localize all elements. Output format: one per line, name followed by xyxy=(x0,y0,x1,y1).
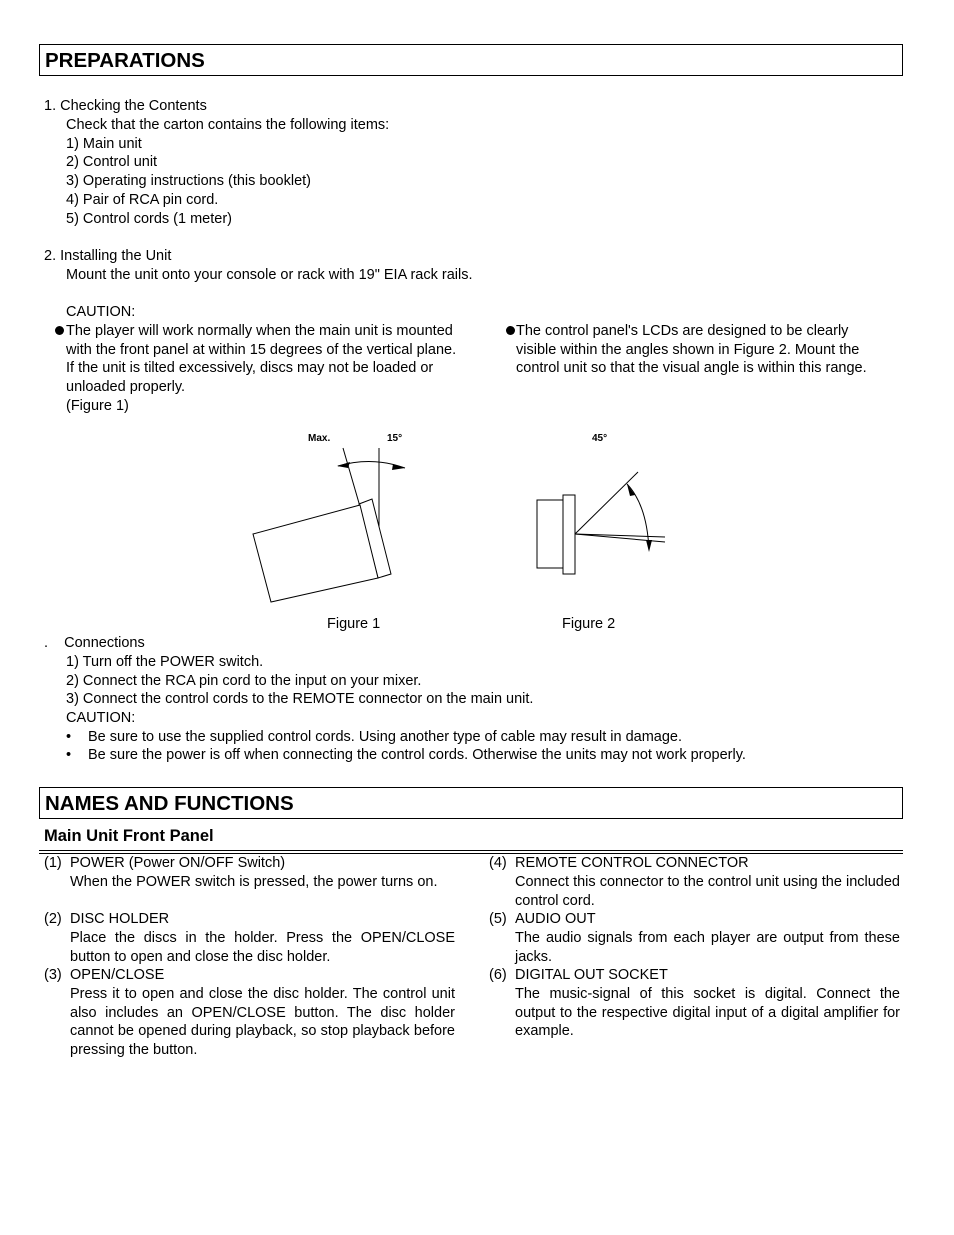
item-number: (2) xyxy=(44,911,62,927)
connections-step: 3) Connect the control cords to the REMOTE connector on the main unit. xyxy=(66,691,534,707)
item-description: The music-signal of this socket is digital. Connect the output to the respective digital input of a digital amplifier for example. xyxy=(515,986,900,1040)
figure2-caption: Figure 2 xyxy=(562,616,616,632)
item-number: (6) xyxy=(489,967,507,983)
item-description: When the POWER switch is pressed, the power turns on. xyxy=(70,874,438,890)
item-label: REMOTE CONTROL CONNECTOR xyxy=(515,855,749,871)
contents-item: 5) Control cords (1 meter) xyxy=(66,211,232,227)
names-header xyxy=(39,787,903,819)
contents-item: 1) Main unit xyxy=(66,136,142,152)
figure1-tilt-diagram xyxy=(250,444,420,606)
contents-item: 4) Pair of RCA pin cord. xyxy=(66,192,219,208)
preparations-title: PREPARATIONS xyxy=(45,49,205,72)
installing-right-bullet: The control panel's LCDs are designed to be clearly visible within the angles shown in Figure 2. Mount the control unit so that the visual angle is within this range. xyxy=(516,323,867,377)
front-panel-subheading: Main Unit Front Panel xyxy=(44,827,214,845)
item-label: DIGITAL OUT SOCKET xyxy=(515,967,668,983)
item-label: POWER (Power ON/OFF Switch) xyxy=(70,855,286,871)
item-label: DISC HOLDER xyxy=(70,911,170,927)
item-label: OPEN/CLOSE xyxy=(70,967,165,983)
names-title: NAMES AND FUNCTIONS xyxy=(45,792,294,815)
connections-bullet: Be sure to use the supplied control cords. Using another type of cable may result in damage. xyxy=(88,729,683,745)
bullet-dot-icon xyxy=(506,326,515,335)
item-description: The audio signals from each player are output from these jacks. xyxy=(515,930,900,965)
bullet-icon: • xyxy=(66,729,72,745)
item-number: (5) xyxy=(489,911,507,927)
figure1-angle-label: 15° xyxy=(387,433,403,444)
bullet-dot-icon xyxy=(55,326,64,335)
installing-heading: 2. Installing the Unit xyxy=(44,248,172,264)
figure1-caption: Figure 1 xyxy=(327,616,381,632)
divider xyxy=(39,850,903,851)
bullet-icon: • xyxy=(66,747,72,763)
contents-item: 3) Operating instructions (this booklet) xyxy=(66,173,311,189)
item-description: Press it to open and close the disc holder. The control unit also includes an OPEN/CLOSE button. The disc holder cannot be opened during playback, so stop playback before pressing the button. xyxy=(70,986,455,1058)
figure2-view-angle-diagram xyxy=(535,470,670,578)
contents-item: 2) Control unit xyxy=(66,154,158,170)
figure2-angle-label: 45° xyxy=(592,433,608,444)
connections-heading: . Connections xyxy=(44,635,145,651)
item-label: AUDIO OUT xyxy=(515,911,596,927)
installing-text: Mount the unit onto your console or rack with 19" EIA rack rails. xyxy=(66,267,473,283)
connections-step: 1) Turn off the POWER switch. xyxy=(66,654,264,670)
item-description: Place the discs in the holder. Press the OPEN/CLOSE button to open and close the disc holder. xyxy=(70,930,455,965)
item-description: Connect this connector to the control unit using the included control cord. xyxy=(515,874,900,909)
item-number: (1) xyxy=(44,855,62,871)
connections-caution: CAUTION: xyxy=(66,710,136,726)
figure1-max-label: Max. xyxy=(308,433,331,444)
item-number: (3) xyxy=(44,967,62,983)
installing-caution: CAUTION: xyxy=(66,304,136,320)
preparations-header xyxy=(39,44,903,76)
contents-intro: Check that the carton contains the following items: xyxy=(66,117,390,133)
installing-left-bullet: The player will work normally when the main unit is mounted with the front panel at within 15 degrees of the vertical plane. If the unit is tilted excessively, discs may not be loaded or unloaded properly. xyxy=(66,323,457,395)
connections-bullet: Be sure the power is off when connecting the control cords. Otherwise the units may not work properly. xyxy=(88,747,746,763)
contents-heading: 1. Checking the Contents xyxy=(44,98,207,114)
connections-step: 2) Connect the RCA pin cord to the input on your mixer. xyxy=(66,673,422,689)
installing-figure-ref: (Figure 1) xyxy=(66,398,129,414)
item-number: (4) xyxy=(489,855,507,871)
